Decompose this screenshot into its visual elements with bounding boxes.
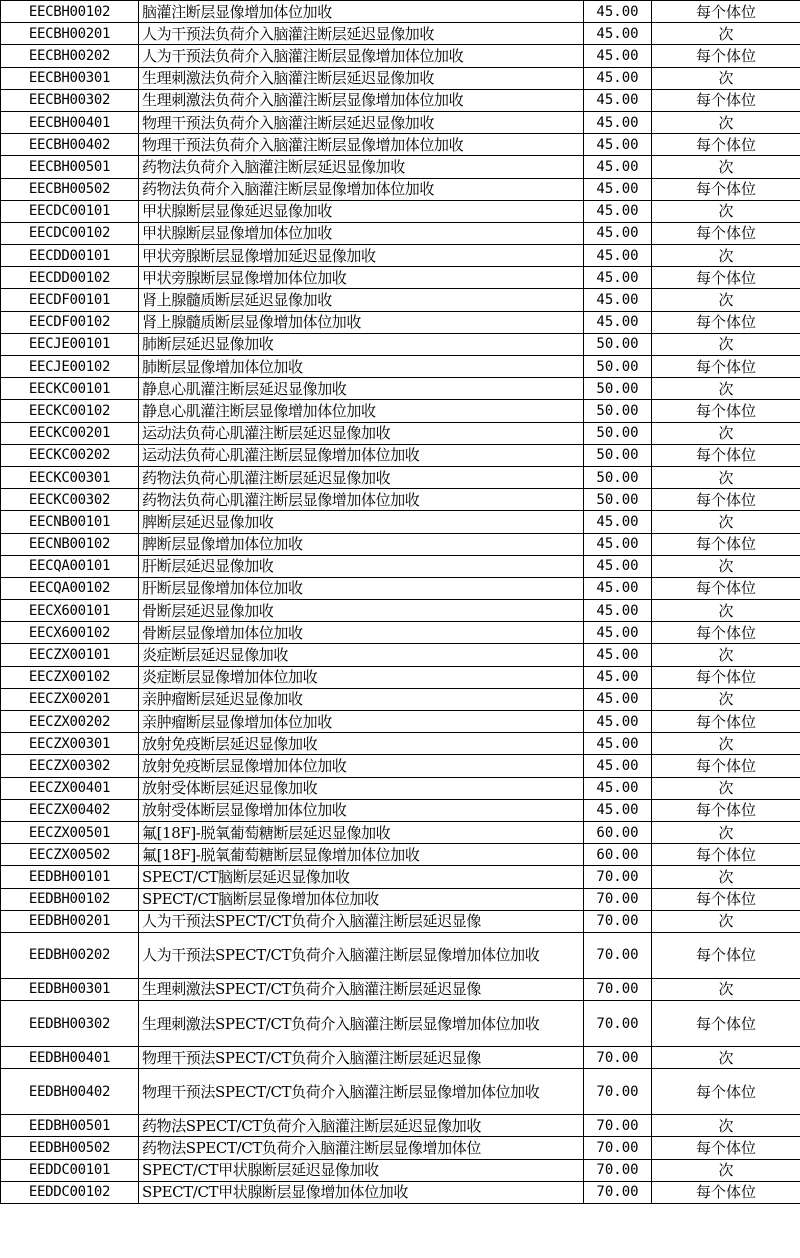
item-name-cell: 肾上腺髓质断层显像增加体位加收 xyxy=(139,311,584,333)
item-name-cell: 药物法负荷介入脑灌注断层延迟显像加收 xyxy=(139,156,584,178)
table-row xyxy=(1,400,800,422)
price-cell: 45.00 xyxy=(584,755,652,777)
item-code-cell: EEDDC00102 xyxy=(1,1181,139,1203)
item-name-cell: 静息心肌灌注断层延迟显像加收 xyxy=(139,378,584,400)
unit-cell: 每个体位 xyxy=(652,134,800,156)
price-cell: 45.00 xyxy=(584,577,652,599)
unit-cell: 次 xyxy=(652,1047,800,1069)
table-row xyxy=(1,910,800,932)
unit-cell: 每个体位 xyxy=(652,888,800,910)
item-name-cell: 甲状腺断层显像增加体位加收 xyxy=(139,222,584,244)
item-code-cell: EEDBH00101 xyxy=(1,866,139,888)
item-name-cell: 物理干预法负荷介入脑灌注断层延迟显像加收 xyxy=(139,111,584,133)
item-name-cell: 静息心肌灌注断层显像增加体位加收 xyxy=(139,400,584,422)
table-row xyxy=(1,23,800,45)
price-cell: 70.00 xyxy=(584,866,652,888)
item-code-cell: EECBH00402 xyxy=(1,134,139,156)
table-row xyxy=(1,821,800,843)
price-cell: 45.00 xyxy=(584,156,652,178)
table-row xyxy=(1,777,800,799)
item-code-cell: EECNB00101 xyxy=(1,511,139,533)
item-code-cell: EEDBH00302 xyxy=(1,1001,139,1047)
item-name-cell: 人为干预法负荷介入脑灌注断层延迟显像加收 xyxy=(139,23,584,45)
price-cell: 45.00 xyxy=(584,711,652,733)
item-code-cell: EEDBH00201 xyxy=(1,910,139,932)
unit-cell: 次 xyxy=(652,511,800,533)
unit-cell: 每个体位 xyxy=(652,489,800,511)
table-row xyxy=(1,844,800,866)
table-row xyxy=(1,222,800,244)
item-code-cell: EECBH00301 xyxy=(1,67,139,89)
unit-cell: 每个体位 xyxy=(652,444,800,466)
item-code-cell: EECDD00101 xyxy=(1,245,139,267)
table-row xyxy=(1,555,800,577)
price-cell: 70.00 xyxy=(584,1047,652,1069)
item-name-cell: 物理干预法SPECT/CT负荷介入脑灌注断层延迟显像 xyxy=(139,1047,584,1069)
price-cell: 70.00 xyxy=(584,888,652,910)
price-cell: 50.00 xyxy=(584,400,652,422)
price-cell: 50.00 xyxy=(584,333,652,355)
price-cell: 45.00 xyxy=(584,111,652,133)
table-row xyxy=(1,267,800,289)
item-name-cell: 炎症断层显像增加体位加收 xyxy=(139,666,584,688)
item-code-cell: EECDF00102 xyxy=(1,311,139,333)
item-name-cell: SPECT/CT甲状腺断层延迟显像加收 xyxy=(139,1159,584,1181)
price-cell: 70.00 xyxy=(584,1001,652,1047)
item-name-cell: 骨断层显像增加体位加收 xyxy=(139,622,584,644)
table-body xyxy=(1,1,800,1204)
unit-cell: 每个体位 xyxy=(652,1137,800,1159)
unit-cell: 次 xyxy=(652,600,800,622)
table-row xyxy=(1,356,800,378)
unit-cell: 次 xyxy=(652,777,800,799)
table-row xyxy=(1,1001,800,1047)
price-cell: 45.00 xyxy=(584,644,652,666)
item-name-cell: 药物法负荷介入脑灌注断层显像增加体位加收 xyxy=(139,178,584,200)
unit-cell: 次 xyxy=(652,289,800,311)
item-code-cell: EECKC00102 xyxy=(1,400,139,422)
unit-cell: 次 xyxy=(652,23,800,45)
item-code-cell: EECKC00202 xyxy=(1,444,139,466)
item-name-cell: 肝断层延迟显像加收 xyxy=(139,555,584,577)
unit-cell: 次 xyxy=(652,1159,800,1181)
table-row xyxy=(1,45,800,67)
unit-cell: 每个体位 xyxy=(652,356,800,378)
item-name-cell: 放射受体断层显像增加体位加收 xyxy=(139,799,584,821)
item-code-cell: EECBH00401 xyxy=(1,111,139,133)
table-row xyxy=(1,378,800,400)
item-name-cell: 生理刺激法负荷介入脑灌注断层延迟显像加收 xyxy=(139,67,584,89)
price-cell: 45.00 xyxy=(584,23,652,45)
item-name-cell: 物理干预法SPECT/CT负荷介入脑灌注断层显像增加体位加收 xyxy=(139,1069,584,1115)
price-cell: 45.00 xyxy=(584,622,652,644)
table-row xyxy=(1,866,800,888)
table-row xyxy=(1,466,800,488)
table-row xyxy=(1,67,800,89)
item-name-cell: 放射免疫断层显像增加体位加收 xyxy=(139,755,584,777)
price-cell: 45.00 xyxy=(584,89,652,111)
table-row xyxy=(1,711,800,733)
item-code-cell: EEDDC00101 xyxy=(1,1159,139,1181)
item-name-cell: 氟[18F]-脱氧葡萄糖断层显像增加体位加收 xyxy=(139,844,584,866)
price-cell: 70.00 xyxy=(584,910,652,932)
item-code-cell: EECJE00102 xyxy=(1,356,139,378)
unit-cell: 每个体位 xyxy=(652,533,800,555)
unit-cell: 每个体位 xyxy=(652,400,800,422)
price-cell: 70.00 xyxy=(584,1181,652,1203)
table-row xyxy=(1,888,800,910)
item-name-cell: 肾上腺髓质断层延迟显像加收 xyxy=(139,289,584,311)
unit-cell: 每个体位 xyxy=(652,267,800,289)
item-code-cell: EEDBH00102 xyxy=(1,888,139,910)
unit-cell: 次 xyxy=(652,156,800,178)
price-cell: 70.00 xyxy=(584,1069,652,1115)
price-cell: 45.00 xyxy=(584,600,652,622)
table-row xyxy=(1,333,800,355)
table-row xyxy=(1,1069,800,1115)
item-code-cell: EECQA00102 xyxy=(1,577,139,599)
item-code-cell: EECJE00101 xyxy=(1,333,139,355)
item-name-cell: SPECT/CT脑断层延迟显像加收 xyxy=(139,866,584,888)
unit-cell: 次 xyxy=(652,644,800,666)
table-row xyxy=(1,733,800,755)
item-name-cell: 骨断层延迟显像加收 xyxy=(139,600,584,622)
table-row xyxy=(1,178,800,200)
price-cell: 45.00 xyxy=(584,289,652,311)
price-cell: 45.00 xyxy=(584,67,652,89)
table-row xyxy=(1,1115,800,1137)
unit-cell: 每个体位 xyxy=(652,178,800,200)
item-code-cell: EECZX00102 xyxy=(1,666,139,688)
item-name-cell: 脾断层显像增加体位加收 xyxy=(139,533,584,555)
item-code-cell: EECDC00101 xyxy=(1,200,139,222)
table-row xyxy=(1,1,800,23)
item-name-cell: 脾断层延迟显像加收 xyxy=(139,511,584,533)
unit-cell: 每个体位 xyxy=(652,666,800,688)
table-row xyxy=(1,1047,800,1069)
table-row xyxy=(1,511,800,533)
unit-cell: 次 xyxy=(652,1115,800,1137)
item-name-cell: 肝断层显像增加体位加收 xyxy=(139,577,584,599)
item-code-cell: EECBH00302 xyxy=(1,89,139,111)
unit-cell: 每个体位 xyxy=(652,577,800,599)
item-name-cell: 药物法SPECT/CT负荷介入脑灌注断层延迟显像加收 xyxy=(139,1115,584,1137)
item-name-cell: 生理刺激法SPECT/CT负荷介入脑灌注断层延迟显像 xyxy=(139,978,584,1000)
item-code-cell: EECNB00102 xyxy=(1,533,139,555)
unit-cell: 每个体位 xyxy=(652,932,800,978)
table-row xyxy=(1,1159,800,1181)
unit-cell: 次 xyxy=(652,821,800,843)
item-code-cell: EECZX00301 xyxy=(1,733,139,755)
unit-cell: 每个体位 xyxy=(652,1069,800,1115)
table-row xyxy=(1,688,800,710)
item-code-cell: EECKC00301 xyxy=(1,466,139,488)
table-row xyxy=(1,799,800,821)
price-cell: 45.00 xyxy=(584,733,652,755)
unit-cell: 每个体位 xyxy=(652,1181,800,1203)
item-code-cell: EEDBH00401 xyxy=(1,1047,139,1069)
unit-cell: 每个体位 xyxy=(652,844,800,866)
price-cell: 45.00 xyxy=(584,777,652,799)
table-row xyxy=(1,533,800,555)
table-row xyxy=(1,444,800,466)
unit-cell: 每个体位 xyxy=(652,89,800,111)
price-cell: 70.00 xyxy=(584,1137,652,1159)
table-row xyxy=(1,289,800,311)
unit-cell: 次 xyxy=(652,910,800,932)
item-code-cell: EECX600101 xyxy=(1,600,139,622)
item-name-cell: 药物法负荷心肌灌注断层延迟显像加收 xyxy=(139,466,584,488)
price-cell: 60.00 xyxy=(584,821,652,843)
table-row xyxy=(1,600,800,622)
unit-cell: 次 xyxy=(652,978,800,1000)
table-row xyxy=(1,89,800,111)
unit-cell: 次 xyxy=(652,200,800,222)
item-name-cell: 药物法SPECT/CT负荷介入脑灌注断层显像增加体位 xyxy=(139,1137,584,1159)
table-row xyxy=(1,978,800,1000)
item-name-cell: 人为干预法SPECT/CT负荷介入脑灌注断层延迟显像 xyxy=(139,910,584,932)
item-code-cell: EECBH00102 xyxy=(1,1,139,23)
item-code-cell: EECDD00102 xyxy=(1,267,139,289)
price-cell: 45.00 xyxy=(584,267,652,289)
price-cell: 45.00 xyxy=(584,200,652,222)
item-code-cell: EEDBH00301 xyxy=(1,978,139,1000)
item-code-cell: EECBH00201 xyxy=(1,23,139,45)
table-row xyxy=(1,311,800,333)
unit-cell: 每个体位 xyxy=(652,45,800,67)
price-cell: 50.00 xyxy=(584,444,652,466)
unit-cell: 次 xyxy=(652,111,800,133)
item-name-cell: 氟[18F]-脱氧葡萄糖断层延迟显像加收 xyxy=(139,821,584,843)
item-code-cell: EECZX00302 xyxy=(1,755,139,777)
item-name-cell: SPECT/CT脑断层显像增加体位加收 xyxy=(139,888,584,910)
unit-cell: 每个体位 xyxy=(652,222,800,244)
price-cell: 50.00 xyxy=(584,466,652,488)
item-code-cell: EECKC00302 xyxy=(1,489,139,511)
price-cell: 70.00 xyxy=(584,1115,652,1137)
table-row xyxy=(1,644,800,666)
item-code-cell: EECZX00501 xyxy=(1,821,139,843)
item-name-cell: 甲状旁腺断层显像增加体位加收 xyxy=(139,267,584,289)
unit-cell: 每个体位 xyxy=(652,311,800,333)
price-cell: 45.00 xyxy=(584,1,652,23)
item-code-cell: EECDF00101 xyxy=(1,289,139,311)
item-name-cell: 运动法负荷心肌灌注断层延迟显像加收 xyxy=(139,422,584,444)
price-cell: 45.00 xyxy=(584,245,652,267)
item-code-cell: EECZX00401 xyxy=(1,777,139,799)
unit-cell: 每个体位 xyxy=(652,1,800,23)
item-name-cell: 人为干预法SPECT/CT负荷介入脑灌注断层显像增加体位加收 xyxy=(139,932,584,978)
item-name-cell: 甲状腺断层显像延迟显像加收 xyxy=(139,200,584,222)
item-code-cell: EECZX00201 xyxy=(1,688,139,710)
item-name-cell: 药物法负荷心肌灌注断层显像增加体位加收 xyxy=(139,489,584,511)
unit-cell: 每个体位 xyxy=(652,622,800,644)
price-cell: 45.00 xyxy=(584,511,652,533)
unit-cell: 次 xyxy=(652,866,800,888)
unit-cell: 次 xyxy=(652,733,800,755)
item-code-cell: EECZX00202 xyxy=(1,711,139,733)
item-name-cell: SPECT/CT甲状腺断层显像增加体位加收 xyxy=(139,1181,584,1203)
price-cell: 45.00 xyxy=(584,134,652,156)
item-code-cell: EECDC00102 xyxy=(1,222,139,244)
table-row xyxy=(1,489,800,511)
item-code-cell: EECZX00101 xyxy=(1,644,139,666)
item-name-cell: 放射免疫断层延迟显像加收 xyxy=(139,733,584,755)
table-row xyxy=(1,134,800,156)
price-cell: 50.00 xyxy=(584,378,652,400)
item-name-cell: 亲肿瘤断层显像增加体位加收 xyxy=(139,711,584,733)
item-name-cell: 放射受体断层延迟显像加收 xyxy=(139,777,584,799)
item-code-cell: EECX600102 xyxy=(1,622,139,644)
unit-cell: 次 xyxy=(652,555,800,577)
item-name-cell: 生理刺激法SPECT/CT负荷介入脑灌注断层显像增加体位加收 xyxy=(139,1001,584,1047)
price-cell: 45.00 xyxy=(584,799,652,821)
unit-cell: 每个体位 xyxy=(652,1001,800,1047)
item-code-cell: EECZX00502 xyxy=(1,844,139,866)
unit-cell: 次 xyxy=(652,422,800,444)
item-code-cell: EECKC00201 xyxy=(1,422,139,444)
price-cell: 70.00 xyxy=(584,1159,652,1181)
item-code-cell: EECBH00501 xyxy=(1,156,139,178)
table-row xyxy=(1,245,800,267)
table-row xyxy=(1,156,800,178)
table-row xyxy=(1,932,800,978)
price-cell: 70.00 xyxy=(584,978,652,1000)
price-cell: 45.00 xyxy=(584,688,652,710)
item-code-cell: EEDBH00501 xyxy=(1,1115,139,1137)
item-name-cell: 亲肿瘤断层延迟显像加收 xyxy=(139,688,584,710)
item-name-cell: 炎症断层延迟显像加收 xyxy=(139,644,584,666)
price-cell: 70.00 xyxy=(584,932,652,978)
item-code-cell: EECZX00402 xyxy=(1,799,139,821)
unit-cell: 每个体位 xyxy=(652,799,800,821)
unit-cell: 次 xyxy=(652,67,800,89)
unit-cell: 每个体位 xyxy=(652,711,800,733)
item-code-cell: EECBH00502 xyxy=(1,178,139,200)
price-cell: 50.00 xyxy=(584,422,652,444)
item-code-cell: EEDBH00402 xyxy=(1,1069,139,1115)
price-cell: 45.00 xyxy=(584,555,652,577)
price-cell: 50.00 xyxy=(584,356,652,378)
table-row xyxy=(1,1137,800,1159)
item-name-cell: 运动法负荷心肌灌注断层显像增加体位加收 xyxy=(139,444,584,466)
table-row xyxy=(1,666,800,688)
price-cell: 60.00 xyxy=(584,844,652,866)
unit-cell: 次 xyxy=(652,466,800,488)
item-name-cell: 肺断层延迟显像加收 xyxy=(139,333,584,355)
table-row xyxy=(1,622,800,644)
unit-cell: 每个体位 xyxy=(652,755,800,777)
unit-cell: 次 xyxy=(652,333,800,355)
item-name-cell: 生理刺激法负荷介入脑灌注断层显像增加体位加收 xyxy=(139,89,584,111)
item-code-cell: EEDBH00202 xyxy=(1,932,139,978)
table-row xyxy=(1,755,800,777)
item-name-cell: 甲状旁腺断层显像增加延迟显像加收 xyxy=(139,245,584,267)
unit-cell: 次 xyxy=(652,245,800,267)
price-cell: 45.00 xyxy=(584,222,652,244)
unit-cell: 次 xyxy=(652,688,800,710)
item-code-cell: EEDBH00502 xyxy=(1,1137,139,1159)
item-name-cell: 人为干预法负荷介入脑灌注断层显像增加体位加收 xyxy=(139,45,584,67)
item-code-cell: EECQA00101 xyxy=(1,555,139,577)
price-cell: 50.00 xyxy=(584,489,652,511)
table-row xyxy=(1,200,800,222)
price-cell: 45.00 xyxy=(584,533,652,555)
item-code-cell: EECKC00101 xyxy=(1,378,139,400)
price-cell: 45.00 xyxy=(584,666,652,688)
price-cell: 45.00 xyxy=(584,178,652,200)
table-row xyxy=(1,577,800,599)
table-row xyxy=(1,422,800,444)
table-row xyxy=(1,111,800,133)
table-row xyxy=(1,1181,800,1203)
price-cell: 45.00 xyxy=(584,45,652,67)
item-name-cell: 肺断层显像增加体位加收 xyxy=(139,356,584,378)
item-code-cell: EECBH00202 xyxy=(1,45,139,67)
price-cell: 45.00 xyxy=(584,311,652,333)
item-name-cell: 脑灌注断层显像增加体位加收 xyxy=(139,1,584,23)
unit-cell: 次 xyxy=(652,378,800,400)
item-name-cell: 物理干预法负荷介入脑灌注断层显像增加体位加收 xyxy=(139,134,584,156)
